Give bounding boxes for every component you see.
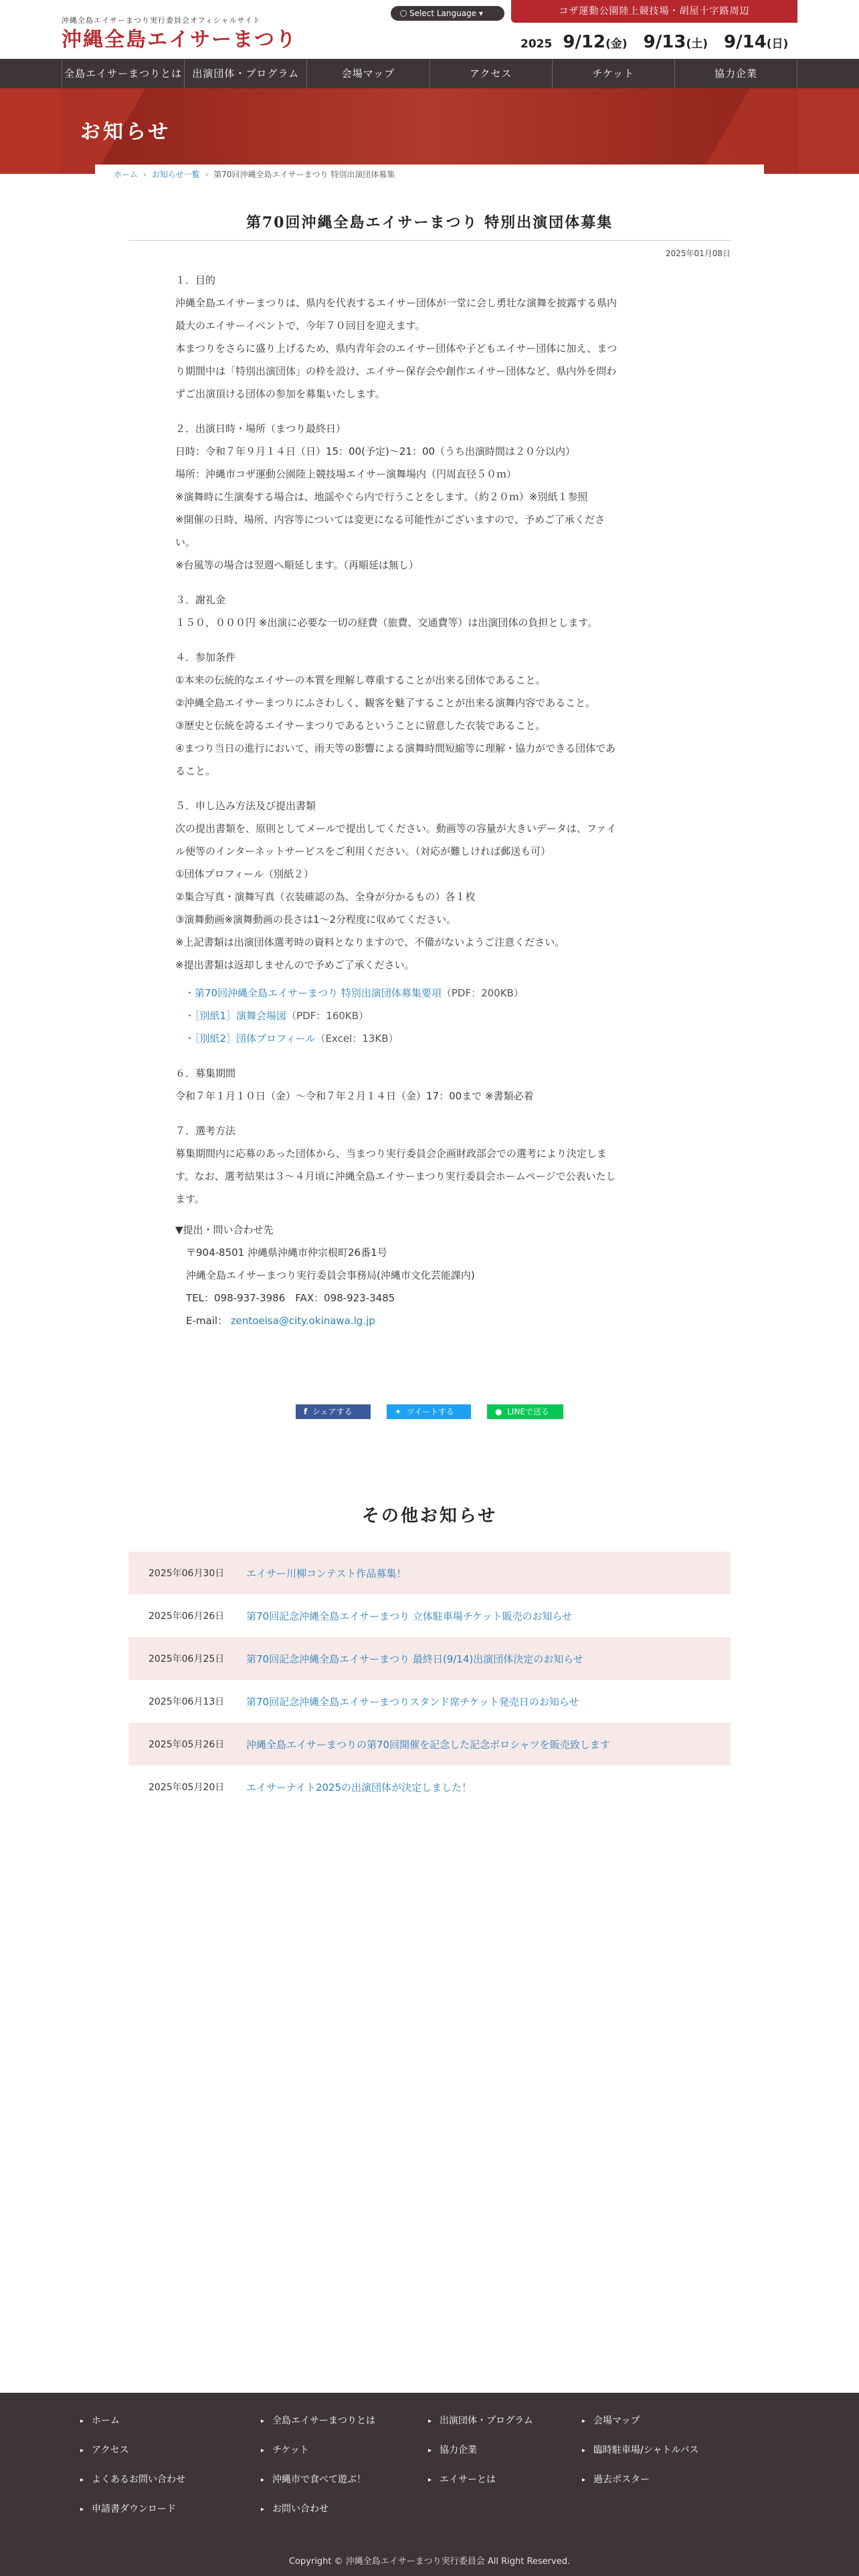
chevron-right-icon: › bbox=[205, 170, 209, 179]
site-header bbox=[0, 0, 859, 59]
footer-link-access[interactable]: ▸ アクセス bbox=[80, 2442, 261, 2459]
list-item[interactable]: 2025年06月25日 第70回記念沖縄全島エイサーまつり 最終日(9/14)出演団体決定のお知らせ bbox=[128, 1637, 731, 1680]
section-conditions: ４．参加条件 ①本来の伝統的なエイサーの本質を理解し尊重することが出来る団体であること。 ②沖縄全島エイサーまつりにふさわしく、観客を魅了することが出来る演舞内容であること。 ③歴史と伝統を誇るエイサーまつりであるということに留意した衣装であること。 ④まつり当日の進行において、雨天等の影響による演舞時間短縮等に理解・協力ができる団体であ ること。 bbox=[175, 651, 616, 777]
site-subtitle: 沖縄全島エイサーまつり実行委員会オフィシャルサイト bbox=[62, 16, 261, 25]
list-item[interactable]: 2025年06月26日 第70回記念沖縄全島エイサーまつり 立体駐車場チケット販売のお知らせ bbox=[149, 1610, 573, 1622]
nav-ticket[interactable]: チケット bbox=[552, 59, 674, 88]
footer-link-ticket[interactable]: ▸ チケット bbox=[261, 2442, 428, 2459]
article-title: 第70回沖縄全島エイサーまつり 特別出演団体募集 bbox=[128, 211, 731, 241]
page-hero bbox=[0, 88, 859, 174]
footer-link-eisa[interactable]: ▸ エイサーとは bbox=[428, 2472, 582, 2488]
article-body bbox=[175, 269, 678, 1332]
footer-link-posters[interactable]: ▸ 過去ポスター bbox=[582, 2472, 789, 2488]
footer-link-contact[interactable]: ▸ お問い合わせ bbox=[261, 2501, 428, 2518]
line-icon: ● bbox=[495, 1407, 502, 1416]
list-item[interactable]: 2025年06月30日 エイサー川柳コンテスト作品募集！ bbox=[128, 1551, 731, 1594]
section-purpose: １．目的 沖縄全島エイサーまつりは、県内を代表するエイサー団体が一堂に会し勇壮な演舞を披露する県内 最大のエイサーイベントで、今年７０回目を迎えます。 本まつりをさらに盛り上げるため、県内青年会のエイサー団体や子どもエイサー団体に加え、まつ り期間中は「特別出演団体」の枠を設け、エイサー保存会や創作エイサー団体など、県内外を問わ ずご出演頂ける団体の参加を募集いたします。 bbox=[175, 274, 617, 400]
event-dates bbox=[520, 32, 788, 52]
twitter-share-button[interactable]: ✦ ツイートする bbox=[387, 1404, 471, 1419]
page-title: お知らせ bbox=[80, 120, 171, 144]
footer-link-sponsors[interactable]: ▸ 協力企業 bbox=[428, 2442, 582, 2459]
nav-map[interactable]: 会場マップ bbox=[306, 59, 429, 88]
breadcrumb-current: 第70回沖縄全島エイサーまつり 特別出演団体募集 bbox=[213, 170, 395, 179]
other-news-title: その他お知らせ bbox=[361, 1506, 498, 1526]
site-footer bbox=[0, 2393, 859, 2576]
date-2: 9/13(土) bbox=[643, 32, 708, 52]
section-selection: ７．選考方法 募集期間内に応募のあった団体から、当まつり実行委員会企画財政部会での選考により決定しま す。なお、選考結果は３〜４月頃に沖縄全島エイサーまつり実行委員会ホームページで公表いたし ます。 bbox=[175, 1125, 616, 1205]
download-venue-map-link[interactable]: ・［別紙1］演舞会場図 bbox=[185, 1010, 287, 1022]
contact-info: ▼提出・問い合わせ先 〒904-8501 沖縄県沖縄市仲宗根町26番1号 沖縄全島エイサーまつり実行委員会事務局(沖縄市文化芸能課内) TEL：098-937-3986 FAX：098-923-3485 E-mail： zentoeisa@city.okinawa.lg.jp bbox=[175, 1218, 678, 1332]
date-1: 9/12(金) bbox=[563, 32, 628, 52]
date-3: 9/14(日) bbox=[723, 32, 789, 52]
nav-access[interactable]: アクセス bbox=[430, 59, 552, 88]
footer-links bbox=[80, 2413, 789, 2518]
twitter-icon: ✦ bbox=[395, 1407, 402, 1416]
footer-link-faq[interactable]: ▸ よくあるお問い合わせ bbox=[80, 2472, 261, 2488]
share-buttons bbox=[296, 1404, 563, 1419]
download-guidelines-link[interactable]: ・第70回沖縄全島エイサーまつり 特別出演団体募集要項 bbox=[185, 987, 442, 999]
contact-heading: ▼提出・問い合わせ先 bbox=[175, 1224, 274, 1236]
breadcrumb bbox=[95, 165, 764, 185]
list-item[interactable]: 2025年05月20日 エイサーナイト2025の出演団体が決定しました！ bbox=[149, 1781, 472, 1794]
article-date: 2025年01月08日 bbox=[665, 249, 731, 258]
section-schedule: ２．出演日時・場所（まつり最終日） 日時：令和７年９月１４日（日）15：00(予定)〜21：00（うち出演時間は２０分以内） 場所：沖縄市コザ運動公園陸上競技場エイサー演舞場内（円周直径５０ｍ） ※演舞時に生演奏する場合は、地謡やぐら内で行うことをします。（約２０ｍ）※別紙１参照 ※開催の日時、場所、内容等については変更になる可能性がございますので、予めご了承くださ い。 ※台風等の場合は翌週へ順延します。（再順延は無し） bbox=[175, 423, 605, 571]
nav-program[interactable]: 出演団体・プログラム bbox=[184, 59, 306, 88]
section-application: ５．申し込み方法及び提出書類 次の提出書類を、原則としてメールで提出してください。動画等の容量が大きいデータは、ファイ ル便等のインターネットサービスをご利用ください。（対応が難しければ郵送も可） ①団体プロフィール（別紙２） ②集合写真・演舞写真（衣装確認の為、全身が分かるもの）各１枚 ③演舞動画※演舞動画の長さは1〜2分程度に収めてください。 ※上記書類は出演団体選考時の資料となりますので、不備がないようご注意ください。 ※提出書類は返却しませんので予めご了承ください。 bbox=[175, 800, 617, 971]
section-fee: ３．謝礼金 １５０，０００円 ※出演に必要な一切の経費（旅費、交通費等）は出演団体の負担とします。 bbox=[175, 594, 598, 629]
footer-link-forms[interactable]: ▸ 申請書ダウンロード bbox=[80, 2501, 261, 2518]
language-selector[interactable]: Select Language ▾ bbox=[391, 6, 504, 21]
site-logo[interactable]: 沖縄全島エイサーまつり bbox=[62, 28, 297, 51]
footer-link-parking[interactable]: ▸ 臨時駐車場/シャトルバス bbox=[582, 2442, 789, 2459]
facebook-icon: f bbox=[304, 1407, 308, 1416]
copyright: Copyright © 沖縄全島エイサーまつり実行委員会 All Right Reserved. bbox=[288, 2557, 571, 2567]
other-news-list bbox=[128, 1551, 731, 1808]
venue-banner: コザ運動公園陸上競技場・胡屋十字路周辺 bbox=[511, 0, 797, 23]
section-period: ６．募集期間 令和７年１月１０日（金）〜令和７年２月１４日（金）17：00まで ※書類必着 bbox=[175, 1067, 534, 1102]
facebook-share-button[interactable]: f シェアする bbox=[296, 1404, 371, 1419]
event-year: 2025 bbox=[520, 37, 553, 51]
list-item[interactable]: 2025年05月26日 沖縄全島エイサーまつりの第70回開催を記念した記念ポロシャツを販売致します bbox=[128, 1723, 731, 1765]
line-share-button[interactable]: ● LINEで送る bbox=[487, 1404, 563, 1419]
globe-icon bbox=[400, 10, 407, 17]
nav-about[interactable]: 全島エイサーまつりとは bbox=[62, 59, 184, 88]
footer-link-program[interactable]: ▸ 出演団体・プログラム bbox=[428, 2413, 582, 2430]
footer-link-map[interactable]: ▸ 会場マップ bbox=[582, 2413, 789, 2430]
breadcrumb-home[interactable]: ホーム bbox=[114, 170, 138, 179]
language-label: Select Language bbox=[409, 9, 477, 18]
list-item[interactable]: 2025年06月13日 第70回記念沖縄全島エイサーまつりスタンド席チケット発売日のお知らせ bbox=[149, 1695, 579, 1708]
footer-link-food[interactable]: ▸ 沖縄市で食べて遊ぶ！ bbox=[261, 2472, 428, 2488]
download-profile-link[interactable]: ・［別紙2］団体プロフィール bbox=[185, 1033, 316, 1045]
chevron-right-icon: › bbox=[143, 170, 147, 179]
breadcrumb-news[interactable]: お知らせ一覧 bbox=[151, 170, 200, 179]
footer-link-about[interactable]: ▸ 全島エイサーまつりとは bbox=[261, 2413, 428, 2430]
contact-email-link[interactable]: zentoeisa@city.okinawa.lg.jp bbox=[230, 1315, 375, 1327]
global-nav bbox=[0, 59, 859, 88]
article bbox=[128, 211, 731, 259]
footer-link-home[interactable]: ▸ ホーム bbox=[80, 2413, 261, 2430]
nav-sponsors[interactable]: 協力企業 bbox=[674, 59, 797, 88]
download-links: ・第70回沖縄全島エイサーまつり 特別出演団体募集要項（PDF：200KB） ・［別紙1］演舞会場図（PDF：160KB） ・［別紙2］団体プロフィール（Excel：13KB） bbox=[185, 987, 524, 1045]
